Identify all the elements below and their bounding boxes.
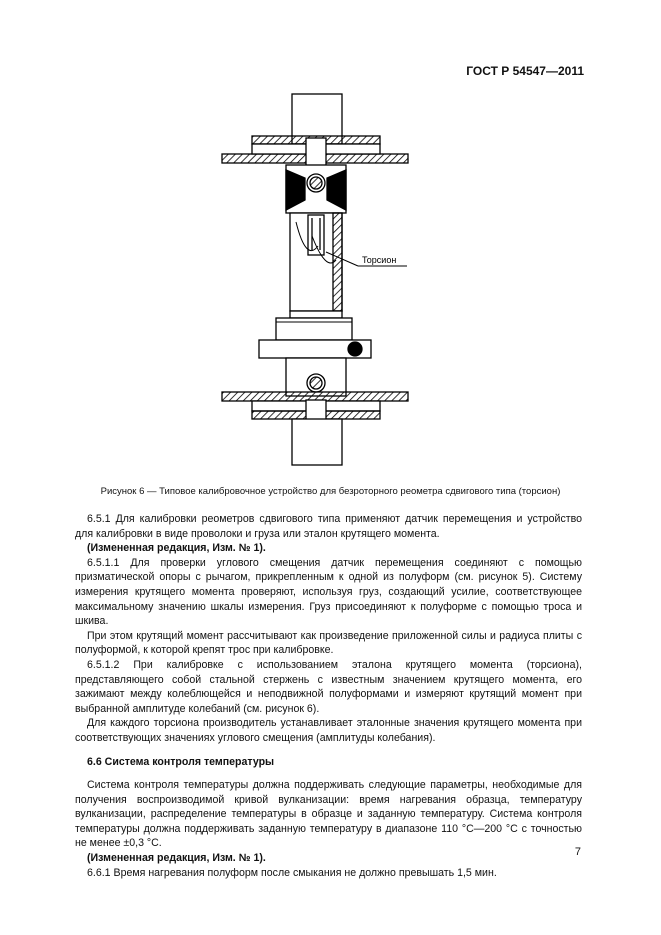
paragraph-6-5-1: 6.5.1 Для калибровки реометров сдвигового типа применяют датчик перемещения и устройство для калибровки в виде проволоки и груза или эталон крутящего момента.: [75, 513, 582, 540]
section-heading-6-6: 6.6 Система контроля температуры: [87, 755, 275, 768]
paragraph-torque-calc: При этом крутящий момент рассчитывают как произведение приложенной силы и радиуса плиты с полуформой, к которой крепят трос при калибровке.: [75, 629, 582, 657]
document-body: [75, 512, 582, 880]
amendment-note: (Измененная редакция, Изм. № 1).: [87, 542, 266, 555]
calibration-device-figure: [200, 88, 460, 468]
amendment-note-2: (Измененная редакция, Изм. № 1).: [87, 852, 266, 865]
paragraph-6-6-1: 6.6.1 Время нагревания полуформ после смыкания не должно превышать 1,5 мин.: [87, 866, 497, 879]
paragraph-6-5-1-1: 6.5.1.1 Для проверки углового смещения датчик перемещения соединяют с помощью призматической опоры с рычагом, прикрепленным к одной из полуформ (см. рисунок 5). Систему измерения крутящего момента проверяют, используя груз, создающий усилие, соответствующее максимальному значению шкалы измерения. Груз присоединяют к полуформе с помощью троса и шкива.: [75, 556, 582, 628]
paragraph-6-5-1-2: 6.5.1.2 При калибровке с использованием эталона крутящего момента (торсиона), представляющего собой стальной стержень с известным значением крутящего момента, его зажимают между колеблющейся и неподвижной полуформами и измеряют крутящий момент при выбранной амплитуде колебаний (см. рисунок 6).: [75, 658, 582, 715]
page-number: 7: [574, 846, 581, 858]
torsion-label: Торсион: [362, 255, 397, 265]
paragraph-torsion-values: Для каждого торсиона производитель устанавливает эталонные значения крутящего момента при соответствующих значениях углового смещения (амплитуды колебания).: [75, 717, 582, 744]
figure-caption: Рисунок 6 — Типовое калибровочное устройство для безроторного реометра сдвигового типа (торсион): [100, 486, 561, 497]
standard-header: ГОСТ Р 54547—2011: [466, 64, 584, 78]
paragraph-temperature-control: Система контроля температуры должна поддерживать следующие параметры, необходимые для получения воспроизводимой кривой вулканизации: время нагревания образца, температуру вулканизации, распределение температуры в образце и заданную температуру. Система контроля температуры должна поддерживать заданную температуру в диапазоне 110 °С—200 °С с точностью не менее ±0,3 °С.: [75, 779, 582, 850]
